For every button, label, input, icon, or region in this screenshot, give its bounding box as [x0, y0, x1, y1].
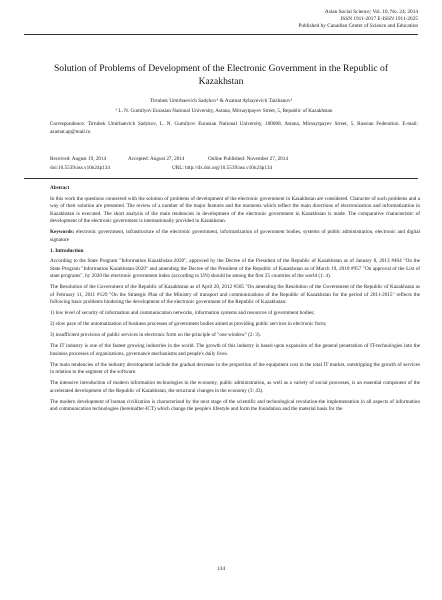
- keywords-label: Keywords:: [50, 229, 75, 235]
- online-date: Online Published: November 27, 2014: [208, 156, 288, 162]
- abstract-text: In this work the questions connected with the solution of problems of development of the electronic government in Kazakhstan are considered. Character of such problems and a way of their solution are presented. The review of a number of the major features and the moments which reflect the main directions of electronization and informatization in Kazakhstan is executed. The short analysis of the main tendencies in development of the electronic government in Kazakhstan is made. The comparative characteristic of development of the electronic government is internationally provided in Kazakhstan.: [50, 195, 420, 224]
- list-item: 2) slow pace of the automatization of business processes of government bodies aimed at providing public services in electronic form;: [50, 321, 327, 327]
- affiliation: ¹ L. N. Gumilyov Eurasian National University, Astana, Mirnaytpayev Street, 5, Republic of Kazakhstan: [115, 108, 333, 114]
- journal-publisher: Published by Canadian Center of Science and Education: [298, 23, 418, 29]
- header-rule: [24, 34, 418, 35]
- paragraph: The main tendencies of the industry development include the gradual decrease in the proportion of the equipment cost in the total IT market, outstripping the growth of services in relation to the segment of the software.: [50, 361, 420, 375]
- journal-header: [158, 9, 418, 30]
- correspondence: Correspondence: Tirtubek Umirbaevich Sadykov, L. N. Gumilyov Eurasian National University, 100008, Astana, Mirnaytpayev Street, 5, Russian Federation. E-mail: azamat.ap@mail.ru: [50, 121, 418, 135]
- journal-issn: ISSN 1911-2017 E-ISSN 1911-2025: [340, 16, 418, 22]
- keywords-text: electronic government, infrastructure of the electronic government, informatization of government bodies, systems of public administration, electronic and digital signature: [50, 229, 420, 243]
- author-list: Tirtubek Umirbaevich Sadykov¹ & Azamat Aybayevich Taizhanov¹: [149, 98, 293, 104]
- doi-url[interactable]: URL: http://dx.doi.org/10.5539/ass.v10n24p134: [172, 164, 273, 171]
- list-item: 3) insufficient provision of public services in electronic form on the principle of "one window" (2: 3).: [50, 332, 261, 338]
- paragraph: The modern development of human civilization is characterized by the next stage of the scientific and technological revolution-the implementation in all aspects of information and communication technologies (hereinafter-ICT) which change the people's lifestyle and form the foundation and the material basis for the: [50, 398, 420, 412]
- page-number: 134: [216, 566, 226, 572]
- section-heading-introduction: 1. Introduction: [50, 247, 84, 254]
- accepted-date: Accepted: August 27, 2014: [128, 156, 185, 162]
- list-item: 1) low level of security of information and communication networks, information systems and resources of government bodies;: [50, 310, 315, 316]
- received-date: Received: August 19, 2014: [50, 156, 107, 162]
- paragraph: The Resolution of the Government of the Republic of Kazakhstan as of April 20, 2012 #505 "On amending the Resolution of the Government of the Republic of Kazakhstan as of February 11, 2011 #129 "On the Strategic Plan of the Ministry of transport and communications of the Republic of Kazakhstan for the period of 2011-2015" reflects the following basic problems hindering the development of the electronic government of the Republic of Kazakhstan:: [50, 284, 420, 305]
- journal-issue: Asian Social Science; Vol. 10, No. 24; 2014: [324, 9, 418, 15]
- keywords: [50, 229, 420, 244]
- paper-body: [50, 185, 420, 417]
- paragraph: According to the State Program "Information Kazakhstan-2020", approved by the Decree of the President of the Republic of Kazakhstan as of January 8, 2013 #464 "On the State Program "Information Kazakhstan-2020" and amending the Decree of the President of the Republic of Kazakhstan as of March 19, 2010 #957 "On approval of the List of state programs", by 2020 the electronic government index (according to UN) should be among the first 25 countries of the world (1: 4).: [50, 258, 420, 279]
- publication-dates: [50, 155, 410, 172]
- paragraph: The intensive introduction of modern information technologies in the economy, public administration, as well as a variety of social processes, is an essential component of the accelerated development of the Republic of Kazakhstan, the structural changes in the economy (3: 43).: [50, 380, 420, 394]
- paragraph: The IT industry is one of the fastest growing industries in the world. The growth of this industry is based upon expansion of the general penetration of IT-technologies into the business processes of organizations, governance mechanisms and people's daily lives.: [50, 343, 420, 357]
- paper-title: Solution of Problems of Development of the Electronic Government in the Republic of Kazakhstan: [53, 63, 389, 87]
- dates-rule: [24, 178, 418, 179]
- doi: doi:10.5539/ass.v10n24p134: [50, 164, 110, 171]
- abstract-heading: Abstract: [50, 185, 70, 191]
